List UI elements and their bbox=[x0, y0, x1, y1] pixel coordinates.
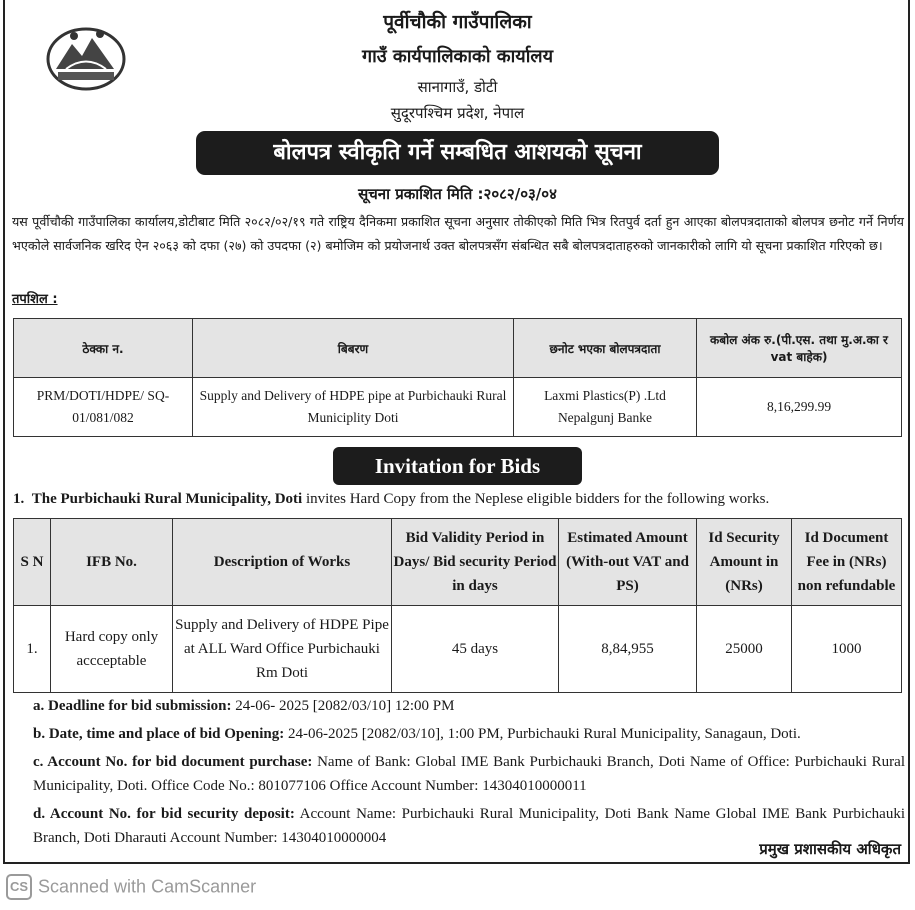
item-text: 24-06- 2025 [2082/03/10] 12:00 PM bbox=[231, 698, 455, 714]
column-header: IFB No. bbox=[51, 519, 173, 606]
table-header-row bbox=[14, 319, 902, 378]
intro-municipality: The Purbichauki Rural Municipality, Doti bbox=[31, 491, 303, 507]
invitation-intro bbox=[13, 491, 903, 508]
column-header: Estimated Amount (With-out VAT and PS) bbox=[559, 519, 697, 606]
security-amount-cell: 25000 bbox=[697, 606, 792, 693]
municipality-name: पूर्वीचौकी गाउँपालिका bbox=[383, 11, 532, 33]
sn-cell: 1. bbox=[14, 606, 51, 693]
bid-details-list bbox=[33, 694, 905, 854]
signature-title: प्रमुख प्रशासकीय अधिकृत bbox=[759, 840, 901, 858]
table-row bbox=[14, 606, 902, 693]
document-fee-cell: 1000 bbox=[792, 606, 902, 693]
details-label: तपशिल : bbox=[12, 292, 58, 307]
contract-no-cell: PRM/DOTI/HDPE/ SQ-01/081/082 bbox=[14, 378, 193, 437]
office-location: सानागाउँ, डोटी bbox=[417, 78, 498, 96]
item-label: a. Deadline for bid submission: bbox=[33, 698, 232, 714]
column-header: Bid Validity Period in Days/ Bid security Period in days bbox=[392, 519, 559, 606]
list-item bbox=[33, 694, 905, 718]
item-text: 24-06-2025 [2082/03/10], 1:00 PM, Purbichauki Rural Municipality, Sanagaun, Doti. bbox=[284, 726, 801, 742]
intro-text: invites Hard Copy from the Neplese eligible bidders for the following works. bbox=[302, 491, 770, 507]
table-row bbox=[14, 378, 902, 437]
award-table bbox=[13, 318, 902, 437]
item-text: Name of Bank: Global IME Bank Purbichauki Branch, Doti Name of Office: Purbichauki Rural Municipality, Doti. Office Code No.: 801077106 Office Account Number: 14304010000011 bbox=[33, 754, 906, 794]
column-header: छनोट भएका बोलपत्रदाता bbox=[514, 319, 697, 378]
camscanner-logo-icon: CS bbox=[6, 874, 32, 900]
item-label: b. Date, time and place of bid Opening: bbox=[33, 726, 285, 742]
bid-table bbox=[13, 518, 902, 693]
column-header: Description of Works bbox=[173, 519, 392, 606]
column-header: Id Security Amount in (NRs) bbox=[697, 519, 792, 606]
watermark-text: Scanned with CamScanner bbox=[38, 876, 257, 897]
published-date: सूचना प्रकाशित मिति :२०८२/०३/०४ bbox=[358, 185, 557, 203]
item-label: c. Account No. for bid document purchase: bbox=[33, 754, 313, 770]
bidder-cell: Laxmi Plastics(P) .Ltd Nepalgunj Banke bbox=[514, 378, 697, 437]
list-item bbox=[33, 750, 905, 798]
intro-paragraph: यस पूर्वीचौकी गाउँपालिका कार्यालय,डोटीबाट मिति २०८२/०२/१९ गते राष्ट्रिय दैनिकमा प्रकाशित सूचना अनुसार तोकीएको मिति भित्र रितपुर्व दर्ता हुन आएका बोलपत्रदाताको बोलपत्र छनोट गर्ने निर्णय भएकोले सार्वजनिक खरिद ऐन २०६३ को दफा (२७) को उपदफा (२) बमोजिम को प्रयोजनार्थ उक्त बोलपत्रसँग संबन्धित सबै बोलपत्रदाताहरुको जानकारीको लागि यो सूचना प्रकाशित गरिएको छ। bbox=[12, 214, 904, 253]
column-header: कबोल अंक रु.(पी.एस. तथा मु.अ.का र vat बाहेक) bbox=[697, 319, 902, 378]
intro-number: 1. bbox=[13, 491, 25, 507]
column-header: Id Document Fee in (NRs) non refundable bbox=[792, 519, 902, 606]
validity-cell: 45 days bbox=[392, 606, 559, 693]
notice-title: बोलपत्र स्वीकृति गर्ने सम्बधित आशयको सूचना bbox=[196, 131, 719, 175]
table-header-row bbox=[14, 519, 902, 606]
ifb-cell: Hard copy only accceptable bbox=[51, 606, 173, 693]
list-item bbox=[33, 722, 905, 746]
amount-cell: 8,16,299.99 bbox=[697, 378, 902, 437]
description-cell: Supply and Delivery of HDPE pipe at Purbichauki Rural Municiplity Doti bbox=[193, 378, 514, 437]
province-line: सुदूरपश्चिम प्रदेश, नेपाल bbox=[390, 104, 525, 122]
invitation-title: Invitation for Bids bbox=[333, 447, 582, 485]
column-header: बिबरण bbox=[193, 319, 514, 378]
estimated-amount-cell: 8,84,955 bbox=[559, 606, 697, 693]
works-description-cell: Supply and Delivery of HDPE Pipe at ALL Ward Office Purbichauki Rm Doti bbox=[173, 606, 392, 693]
column-header: ठेक्का न. bbox=[14, 319, 193, 378]
column-header: S N bbox=[14, 519, 51, 606]
office-name: गाउँ कार्यपालिकाको कार्यालय bbox=[361, 46, 554, 67]
scanner-watermark bbox=[6, 874, 256, 900]
item-text: Account Name: Purbichauki Rural Municipality, Doti Bank Name Global IME Bank Purbichauki Branch, Doti Dharauti Account Number: 14304010000004 bbox=[33, 806, 906, 846]
item-label: d. Account No. for bid security deposit: bbox=[33, 806, 295, 822]
